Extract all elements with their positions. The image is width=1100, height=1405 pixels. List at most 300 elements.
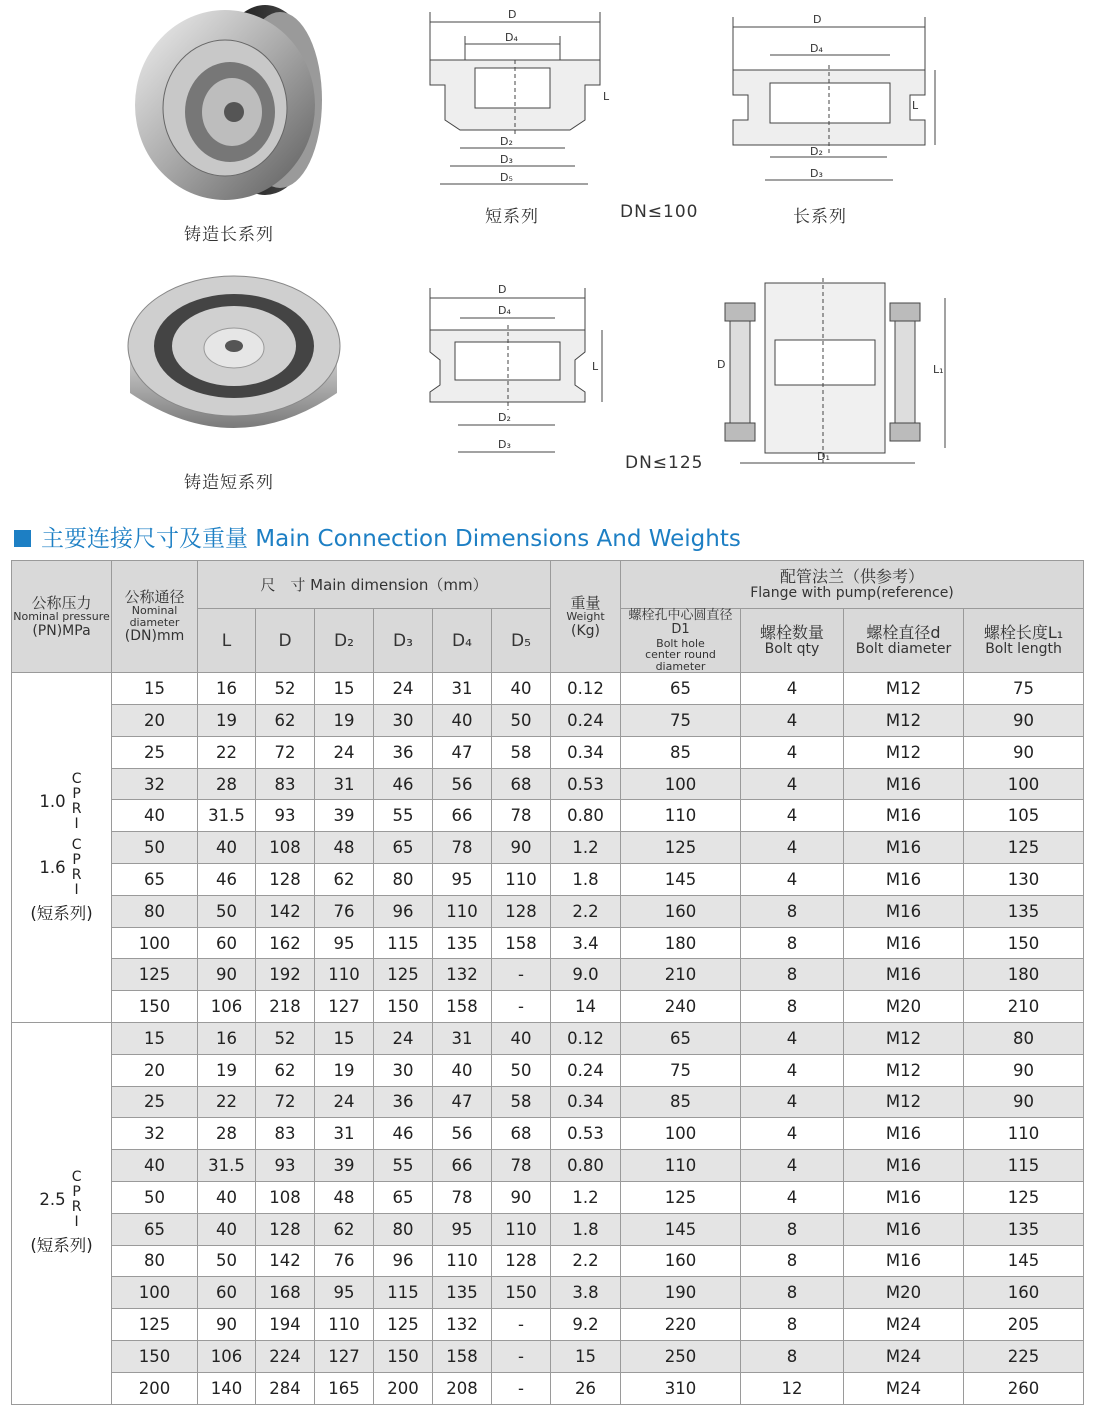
- cell-bolt-hole: 180: [621, 927, 741, 959]
- cell-bolt-length: 225: [964, 1340, 1084, 1372]
- cell-d5: 68: [492, 768, 551, 800]
- cell-l: 31.5: [198, 1150, 256, 1182]
- cell-l: 40: [198, 832, 256, 864]
- cell-d: 194: [256, 1309, 315, 1341]
- cell-l: 28: [198, 768, 256, 800]
- cell-bolt-length: 90: [964, 1054, 1084, 1086]
- cell-d5: 110: [492, 864, 551, 896]
- dim-label-d4: D₄: [810, 42, 823, 55]
- cell-bolt-hole: 310: [621, 1372, 741, 1404]
- cell-bolt-diameter: M20: [844, 1277, 964, 1309]
- cell-l: 22: [198, 736, 256, 768]
- cell-bolt-hole: 125: [621, 832, 741, 864]
- cell-bolt-qty: 4: [741, 673, 844, 705]
- cell-d5: -: [492, 1340, 551, 1372]
- cell-d2: 19: [315, 1054, 374, 1086]
- cell-d3: 150: [374, 991, 433, 1023]
- cell-d: 284: [256, 1372, 315, 1404]
- cell-weight: 1.2: [551, 832, 621, 864]
- cell-weight: 1.8: [551, 1213, 621, 1245]
- cell-bolt-qty: 4: [741, 1023, 844, 1055]
- cell-d2: 48: [315, 1181, 374, 1213]
- table-row: [12, 1340, 1084, 1372]
- cell-bolt-diameter: M12: [844, 673, 964, 705]
- cell-weight: 0.34: [551, 736, 621, 768]
- cell-d3: 24: [374, 673, 433, 705]
- cell-bolt-length: 105: [964, 800, 1084, 832]
- cell-bolt-hole: 100: [621, 1118, 741, 1150]
- cell-bolt-hole: 110: [621, 800, 741, 832]
- cell-d4: 208: [433, 1372, 492, 1404]
- cell-dn: 65: [112, 864, 198, 896]
- cell-bolt-diameter: M16: [844, 800, 964, 832]
- dim-label-d2: D₂: [498, 411, 511, 424]
- cell-d: 218: [256, 991, 315, 1023]
- cell-d2: 15: [315, 1023, 374, 1055]
- table-row: [12, 927, 1084, 959]
- cell-bolt-diameter: M12: [844, 705, 964, 737]
- drawing-installation: [705, 278, 950, 470]
- cell-d2: 95: [315, 927, 374, 959]
- cell-bolt-hole: 75: [621, 1054, 741, 1086]
- cell-l: 28: [198, 1118, 256, 1150]
- header-pressure: 公称压力 Nominal pressure (PN)MPa: [12, 561, 112, 673]
- cell-l: 22: [198, 1086, 256, 1118]
- cell-d5: 40: [492, 673, 551, 705]
- cell-dn: 40: [112, 1150, 198, 1182]
- cell-weight: 3.8: [551, 1277, 621, 1309]
- cell-d3: 115: [374, 1277, 433, 1309]
- cell-l: 19: [198, 705, 256, 737]
- cell-d2: 15: [315, 673, 374, 705]
- cell-l: 90: [198, 959, 256, 991]
- cell-d2: 62: [315, 864, 374, 896]
- table-row: [12, 1245, 1084, 1277]
- header-main-dimension: 尺 寸 Main dimension（mm）: [198, 561, 551, 609]
- dim-label-d: D: [498, 283, 507, 296]
- cell-weight: 0.24: [551, 705, 621, 737]
- cell-l: 50: [198, 895, 256, 927]
- cell-d5: 128: [492, 895, 551, 927]
- cell-l: 60: [198, 927, 256, 959]
- pressure-value: 1.6: [39, 857, 66, 877]
- cell-bolt-diameter: M20: [844, 991, 964, 1023]
- caption-dn-100: DN≤100: [620, 202, 699, 222]
- dim-label-d: D: [508, 8, 517, 21]
- cell-d2: 19: [315, 705, 374, 737]
- cell-l: 16: [198, 673, 256, 705]
- cell-bolt-diameter: M16: [844, 1213, 964, 1245]
- cell-d: 83: [256, 768, 315, 800]
- cell-bolt-hole: 240: [621, 991, 741, 1023]
- table-row: [12, 1054, 1084, 1086]
- dim-label-d5: D₅: [500, 171, 513, 184]
- cell-d2: 24: [315, 1086, 374, 1118]
- cell-bolt-diameter: M24: [844, 1372, 964, 1404]
- cell-bolt-diameter: M16: [844, 864, 964, 896]
- cell-d4: 78: [433, 832, 492, 864]
- cell-bolt-qty: 4: [741, 1150, 844, 1182]
- dim-label-l: L: [912, 99, 919, 112]
- cell-bolt-diameter: M16: [844, 1245, 964, 1277]
- cell-d2: 95: [315, 1277, 374, 1309]
- dim-label-l1: L₁: [933, 363, 944, 376]
- cell-d: 224: [256, 1340, 315, 1372]
- table-row: [12, 1181, 1084, 1213]
- cell-bolt-hole: 85: [621, 1086, 741, 1118]
- cell-d4: 78: [433, 1181, 492, 1213]
- cell-d3: 55: [374, 800, 433, 832]
- table-row: [12, 705, 1084, 737]
- cell-d4: 47: [433, 736, 492, 768]
- drawing-long-series: [725, 5, 940, 190]
- cell-d4: 135: [433, 927, 492, 959]
- cell-dn: 32: [112, 768, 198, 800]
- cell-d4: 40: [433, 705, 492, 737]
- cell-bolt-hole: 145: [621, 864, 741, 896]
- cell-d5: 78: [492, 800, 551, 832]
- cell-d3: 30: [374, 1054, 433, 1086]
- cell-d4: 110: [433, 1245, 492, 1277]
- cell-d5: 90: [492, 832, 551, 864]
- cell-d2: 62: [315, 1213, 374, 1245]
- dim-label-d3: D₃: [810, 167, 823, 180]
- cell-bolt-diameter: M16: [844, 1118, 964, 1150]
- caption-short-series: 短系列: [485, 207, 539, 227]
- table-row: [12, 1372, 1084, 1404]
- cell-bolt-length: 135: [964, 895, 1084, 927]
- dim-label-d2: D₂: [500, 135, 513, 148]
- cell-weight: 2.2: [551, 895, 621, 927]
- cell-d4: 66: [433, 1150, 492, 1182]
- series-label: (短系列): [30, 1236, 93, 1256]
- cell-bolt-length: 150: [964, 927, 1084, 959]
- valve-photo-short: [122, 268, 347, 453]
- caption-cast-short: 铸造短系列: [184, 473, 274, 493]
- cell-d2: 31: [315, 1118, 374, 1150]
- cell-d2: 24: [315, 736, 374, 768]
- table-row: [12, 1023, 1084, 1055]
- cell-d2: 48: [315, 832, 374, 864]
- cell-d4: 132: [433, 1309, 492, 1341]
- cell-bolt-hole: 210: [621, 959, 741, 991]
- table-row: [12, 1309, 1084, 1341]
- cell-d2: 110: [315, 1309, 374, 1341]
- dim-label-d4: D₄: [505, 31, 518, 44]
- cell-bolt-diameter: M16: [844, 959, 964, 991]
- cell-l: 16: [198, 1023, 256, 1055]
- cell-d3: 55: [374, 1150, 433, 1182]
- cell-bolt-qty: 8: [741, 1277, 844, 1309]
- cell-bolt-qty: 4: [741, 1118, 844, 1150]
- cell-dn: 65: [112, 1213, 198, 1245]
- section-marker-icon: [14, 530, 31, 547]
- cell-l: 106: [198, 1340, 256, 1372]
- cell-bolt-length: 115: [964, 1150, 1084, 1182]
- cell-d: 128: [256, 864, 315, 896]
- cell-dn: 80: [112, 895, 198, 927]
- cell-d4: 31: [433, 673, 492, 705]
- cell-dn: 20: [112, 1054, 198, 1086]
- caption-long-series: 长系列: [793, 207, 847, 227]
- cell-bolt-qty: 4: [741, 705, 844, 737]
- section-title: 主要连接尺寸及重量 Main Connection Dimensions And Weights: [14, 520, 741, 553]
- cell-bolt-qty: 12: [741, 1372, 844, 1404]
- cell-bolt-length: 135: [964, 1213, 1084, 1245]
- cell-d: 93: [256, 1150, 315, 1182]
- cell-dn: 40: [112, 800, 198, 832]
- cell-bolt-length: 80: [964, 1023, 1084, 1055]
- cell-d5: -: [492, 1309, 551, 1341]
- cell-d: 168: [256, 1277, 315, 1309]
- cell-bolt-qty: 4: [741, 864, 844, 896]
- cell-weight: 1.2: [551, 1181, 621, 1213]
- col-l: L: [198, 609, 256, 673]
- table-row: [12, 864, 1084, 896]
- cell-dn: 100: [112, 927, 198, 959]
- cell-bolt-diameter: M16: [844, 768, 964, 800]
- cell-bolt-hole: 75: [621, 705, 741, 737]
- cell-d5: 158: [492, 927, 551, 959]
- cpri-label: C P R I: [71, 1169, 82, 1231]
- cell-bolt-length: 205: [964, 1309, 1084, 1341]
- cell-d: 72: [256, 1086, 315, 1118]
- cell-bolt-length: 110: [964, 1118, 1084, 1150]
- cell-weight: 2.2: [551, 1245, 621, 1277]
- cell-bolt-diameter: M16: [844, 1181, 964, 1213]
- table-row: [12, 895, 1084, 927]
- cell-bolt-hole: 110: [621, 1150, 741, 1182]
- cell-bolt-diameter: M24: [844, 1309, 964, 1341]
- pressure-value: 2.5: [39, 1190, 66, 1210]
- cell-d4: 95: [433, 864, 492, 896]
- cell-d: 108: [256, 832, 315, 864]
- cell-bolt-length: 210: [964, 991, 1084, 1023]
- cell-bolt-hole: 220: [621, 1309, 741, 1341]
- cell-bolt-qty: 4: [741, 832, 844, 864]
- cell-d4: 158: [433, 1340, 492, 1372]
- table-row: [12, 736, 1084, 768]
- cell-l: 40: [198, 1213, 256, 1245]
- dim-label-d1: D₁: [817, 450, 830, 463]
- cell-weight: 0.24: [551, 1054, 621, 1086]
- cell-d3: 96: [374, 1245, 433, 1277]
- pressure-cell: [12, 673, 112, 1023]
- cell-bolt-hole: 125: [621, 1181, 741, 1213]
- cell-d5: 50: [492, 1054, 551, 1086]
- cell-bolt-qty: 4: [741, 800, 844, 832]
- cell-bolt-hole: 160: [621, 1245, 741, 1277]
- cell-bolt-diameter: M12: [844, 1086, 964, 1118]
- cell-bolt-hole: 65: [621, 673, 741, 705]
- cell-d5: 90: [492, 1181, 551, 1213]
- table-row: [12, 1213, 1084, 1245]
- dim-label-d4: D₄: [498, 304, 511, 317]
- table-row: [12, 959, 1084, 991]
- cell-d3: 46: [374, 768, 433, 800]
- cell-l: 106: [198, 991, 256, 1023]
- cell-d5: 40: [492, 1023, 551, 1055]
- cell-d3: 115: [374, 927, 433, 959]
- cell-weight: 0.80: [551, 1150, 621, 1182]
- cell-d5: 58: [492, 736, 551, 768]
- cell-d: 52: [256, 1023, 315, 1055]
- cell-d: 142: [256, 895, 315, 927]
- cell-bolt-hole: 190: [621, 1277, 741, 1309]
- cell-bolt-qty: 8: [741, 895, 844, 927]
- pressure-value: 1.0: [39, 791, 66, 811]
- cell-d: 142: [256, 1245, 315, 1277]
- cell-d5: 128: [492, 1245, 551, 1277]
- cell-d: 83: [256, 1118, 315, 1150]
- cell-d: 62: [256, 705, 315, 737]
- cell-d4: 110: [433, 895, 492, 927]
- cell-d2: 76: [315, 895, 374, 927]
- cell-d2: 31: [315, 768, 374, 800]
- cell-d4: 56: [433, 1118, 492, 1150]
- table-row: [12, 832, 1084, 864]
- cell-d3: 150: [374, 1340, 433, 1372]
- cell-dn: 200: [112, 1372, 198, 1404]
- cell-bolt-length: 90: [964, 736, 1084, 768]
- header-flange: 配管法兰（供参考） Flange with pump(reference): [621, 561, 1084, 609]
- table-row: [12, 673, 1084, 705]
- cell-d5: 150: [492, 1277, 551, 1309]
- col-bolt-diameter: 螺栓直径d Bolt diameter: [844, 609, 964, 673]
- cell-d: 192: [256, 959, 315, 991]
- cpri-label: C P R I: [71, 770, 82, 832]
- cell-weight: 9.2: [551, 1309, 621, 1341]
- cell-weight: 3.4: [551, 927, 621, 959]
- cell-d3: 80: [374, 1213, 433, 1245]
- cell-l: 60: [198, 1277, 256, 1309]
- cell-d3: 125: [374, 1309, 433, 1341]
- col-bolt-qty: 螺栓数量 Bolt qty: [741, 609, 844, 673]
- cell-d2: 76: [315, 1245, 374, 1277]
- cell-d3: 96: [374, 895, 433, 927]
- table-row: [12, 1277, 1084, 1309]
- dim-label-l: L: [603, 90, 610, 103]
- cell-dn: 50: [112, 1181, 198, 1213]
- cell-d4: 31: [433, 1023, 492, 1055]
- cell-d5: 50: [492, 705, 551, 737]
- cell-bolt-length: 160: [964, 1277, 1084, 1309]
- cell-d4: 40: [433, 1054, 492, 1086]
- cell-weight: 0.53: [551, 768, 621, 800]
- cell-bolt-qty: 8: [741, 959, 844, 991]
- cell-d3: 80: [374, 864, 433, 896]
- cell-bolt-hole: 250: [621, 1340, 741, 1372]
- cell-d3: 65: [374, 1181, 433, 1213]
- cell-bolt-hole: 145: [621, 1213, 741, 1245]
- cell-weight: 0.12: [551, 1023, 621, 1055]
- table-row: [12, 768, 1084, 800]
- cell-d2: 127: [315, 1340, 374, 1372]
- cell-dn: 15: [112, 1023, 198, 1055]
- cell-d4: 135: [433, 1277, 492, 1309]
- cell-d3: 65: [374, 832, 433, 864]
- cell-dn: 50: [112, 832, 198, 864]
- dim-label-d: D: [813, 13, 822, 26]
- cell-l: 140: [198, 1372, 256, 1404]
- cell-weight: 15: [551, 1340, 621, 1372]
- cell-d5: -: [492, 1372, 551, 1404]
- cell-bolt-qty: 8: [741, 1340, 844, 1372]
- caption-dn-125: DN≤125: [625, 453, 704, 473]
- cell-bolt-diameter: M16: [844, 895, 964, 927]
- cell-bolt-diameter: M12: [844, 1054, 964, 1086]
- cell-d2: 110: [315, 959, 374, 991]
- cell-bolt-diameter: M16: [844, 927, 964, 959]
- cell-dn: 150: [112, 991, 198, 1023]
- cell-bolt-length: 125: [964, 1181, 1084, 1213]
- cell-d5: -: [492, 959, 551, 991]
- cpri-label: C P R I: [71, 836, 82, 898]
- cell-l: 90: [198, 1309, 256, 1341]
- cell-dn: 32: [112, 1118, 198, 1150]
- cell-d: 62: [256, 1054, 315, 1086]
- cell-d3: 36: [374, 1086, 433, 1118]
- valve-photo-long: [130, 0, 340, 210]
- caption-cast-long: 铸造长系列: [184, 225, 274, 245]
- cell-bolt-length: 75: [964, 673, 1084, 705]
- cell-bolt-diameter: M12: [844, 736, 964, 768]
- cell-d3: 46: [374, 1118, 433, 1150]
- table-row: [12, 1118, 1084, 1150]
- cell-d4: 56: [433, 768, 492, 800]
- dim-label-d3: D₃: [498, 438, 511, 451]
- cell-bolt-length: 130: [964, 864, 1084, 896]
- cell-d3: 200: [374, 1372, 433, 1404]
- series-label: (短系列): [30, 903, 93, 923]
- cell-d2: 39: [315, 1150, 374, 1182]
- cell-bolt-length: 260: [964, 1372, 1084, 1404]
- col-bolt-hole: 螺栓孔中心圆直径D1 Bolt hole center round diameter: [621, 609, 741, 673]
- cell-dn: 100: [112, 1277, 198, 1309]
- cell-bolt-qty: 8: [741, 991, 844, 1023]
- header-weight: 重量 Weight (Kg): [551, 561, 621, 673]
- dimensions-table: [11, 560, 1084, 1405]
- cell-bolt-qty: 4: [741, 736, 844, 768]
- cell-l: 19: [198, 1054, 256, 1086]
- cell-d5: 58: [492, 1086, 551, 1118]
- cell-d4: 66: [433, 800, 492, 832]
- cell-dn: 125: [112, 959, 198, 991]
- cell-bolt-qty: 4: [741, 768, 844, 800]
- col-bolt-length: 螺栓长度L₁ Bolt length: [964, 609, 1084, 673]
- cell-bolt-qty: 8: [741, 1245, 844, 1277]
- col-d2: D₂: [315, 609, 374, 673]
- cell-bolt-length: 90: [964, 1086, 1084, 1118]
- cell-bolt-qty: 4: [741, 1086, 844, 1118]
- cell-dn: 15: [112, 673, 198, 705]
- header-diameter: 公称通径 Nominal diameter (DN)mm: [112, 561, 198, 673]
- cell-dn: 25: [112, 1086, 198, 1118]
- cell-bolt-hole: 100: [621, 768, 741, 800]
- cell-d5: 78: [492, 1150, 551, 1182]
- cell-bolt-qty: 8: [741, 927, 844, 959]
- dim-label-l: L: [592, 360, 599, 373]
- cell-bolt-qty: 4: [741, 1054, 844, 1086]
- cell-bolt-diameter: M12: [844, 1023, 964, 1055]
- cell-d: 72: [256, 736, 315, 768]
- cell-dn: 25: [112, 736, 198, 768]
- cell-d3: 30: [374, 705, 433, 737]
- cell-weight: 0.12: [551, 673, 621, 705]
- col-d3: D₃: [374, 609, 433, 673]
- dim-label-d: D: [717, 358, 726, 371]
- cell-d4: 132: [433, 959, 492, 991]
